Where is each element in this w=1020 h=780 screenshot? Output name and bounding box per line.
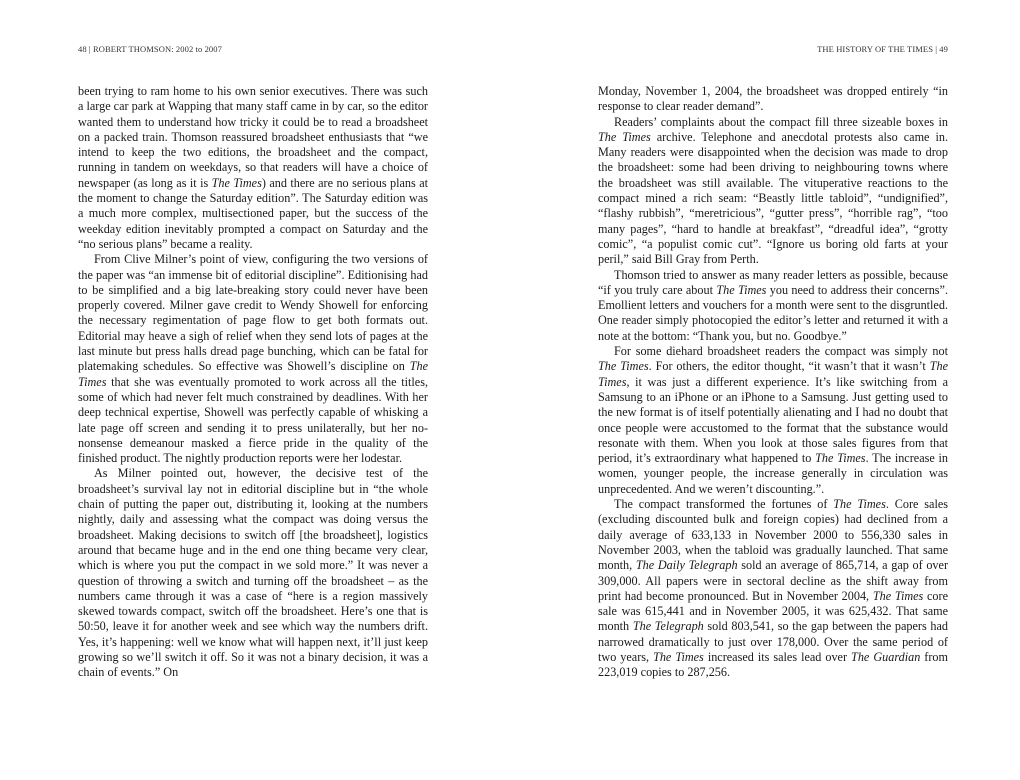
right-body-text [598,84,948,681]
text-run: you need to address their concerns”. Emollient letters and vouchers for a month were sent to the disgruntled. One reader simply photocopied the editor’s letter and returned it with a note at the bottom: “Thank you, but no. Goodbye.” [598,282,948,343]
text-run: sold an average of 865,714, a gap of over 309,000. All papers were in sectoral decline as the shift away from print had become pronounced. But in November 2004, [598,558,948,603]
text-run: Thomson tried to answer as many reader letters as possible, because “if you truly care about [598,267,948,297]
paragraph [598,115,948,268]
text-run: that she was eventually promoted to work across all the titles, some of which had never felt much constrained by deadlines. With her deep technical expertise, Showell was perfectly capable of whisking a late page off screen and sending it to press unilaterally, but her no-nonsense demeanour masked a fierce pride in the quality of the finished product. The nightly production reports were her lodestar. [78,374,428,466]
italic-run: The Times [211,175,262,190]
text-run: Monday, November 1, 2004, the broadsheet was dropped entirely “in response to clear reader demand”. [598,84,948,114]
text-run: ) and there are no serious plans at the moment to change the Saturday edition”. The Saturday edition was a much more complex, multisectioned paper, but the success of the weekday edition inevitably prompted a compact on Saturday and the “no serious plans” became a reality. [78,175,428,251]
paragraph [78,84,428,252]
text-run: , it was just a different experience. It’s like switching from a Samsung to an iPhone or an iPhone to a Samsung. Just getting used to the new format is of itself potentially alienating and I had no doubt that once people were accustomed to the format that the substance would resonate with them. When you look at those sales figures from that period, it’s extraordinary what happened to [598,374,948,466]
italic-run: The Times [872,588,924,603]
italic-run: The Guardian [851,649,921,664]
text-run: sold 803,541, so the gap between the papers had narrowed dramatically to just over 178,000. Over the same period of two years, [598,619,948,664]
italic-run: The Times [833,497,886,512]
left-running-head: 48 | ROBERT THOMSON: 2002 to 2007 [78,44,222,54]
italic-run: The Times [716,282,767,297]
paragraph [598,84,948,115]
text-run: core sale was 615,441 and in November 2005, it was 625,432. That same month [598,588,948,634]
text-run: . For others, the editor thought, “it wasn’t that it wasn’t [648,359,930,374]
text-run: from 223,019 copies to 287,256. [598,649,948,680]
paragraph [598,344,948,497]
text-run: The compact transformed the fortunes of [614,497,834,512]
italic-run: The Times [78,359,428,389]
text-run: . The increase in women, younger people, the increase generally in circulation was unprecedented. And we weren’t discounting.”. [598,451,948,496]
italic-run: The Times [598,129,651,144]
text-run: increased its sales lead over [703,649,852,664]
text-run: Readers’ complaints about the compact fill three sizeable boxes in [614,114,948,129]
italic-run: The Telegraph [632,619,704,634]
paragraph [78,252,428,466]
right-running-head: THE HISTORY OF THE TIMES | 49 [817,44,948,54]
text-run: As Milner pointed out, however, the decisive test of the broadsheet’s survival lay not in editorial discipline but in “the whole chain of putting the paper out, distributing it, looking at the numbers nightly, daily and assessing what the compact was doing versus the broadsheet. Making decisions to switch off [the broadsheet], logistics around that became huge and in the end one thing became very clear, which is where you put the compact in we sold more.” It was never a question of throwing a switch and turning off the broadsheet – as the numbers came through it was a case of “here is a region massively skewed towards compact, switch off the broadsheet. Here’s one that is 50:50, leave it for another week and see which way the numbers drift. Yes, it’s happening: well we know what will happen next, it’ll just keep growing so we’ll switch it off. So it was not a binary decision, it was a chain of events.” On [78,466,428,680]
italic-run: The Times [653,649,704,664]
italic-run: The Daily Telegraph [635,558,738,573]
italic-run: The Times [598,359,649,374]
text-run: For some diehard broadsheet readers the compact was simply not [614,344,948,359]
text-run: . Core sales (excluding discounted bulk and foreign copies) had declined from a daily average of 633,133 in November 2000 to 556,330 sales in November 2003, when the tabloid was gradually launched. That same month, [598,497,948,573]
left-body-text [78,84,428,681]
italic-run: The Times [815,451,866,466]
paragraph [598,497,948,681]
paragraph [78,466,428,680]
text-run: been trying to ram home to his own senior executives. There was such a large car park at Wapping that many staff came in by car, so the editor wanted them to understand how tricky it could be to read a broadsheet on a packed train. Thomson reassured broadsheet enthusiasts that “we intend to keep the two editions, the broadsheet and the compact, running in tandem on weekdays, so that readers will have a choice of newspaper (as long as it is [78,84,428,190]
text-run: From Clive Milner’s point of view, configuring the two versions of the paper was “an immense bit of editorial discipline”. Editionising had to be simplified and a big late-breaking story could never have been properly covered. Milner gave credit to Wendy Showell for enforcing the necessary regimentation of page flow to get both formats out. Editorial may heave a sigh of relief when they send lots of pages at the last minute but press halls dread page bunching, which can be fatal for platemaking schedules. So effective was Showell’s discipline on [78,252,428,374]
italic-run: The Times [598,359,949,389]
text-run: archive. Telephone and anecdotal protests also came in. Many readers were disappointed when the decision was made to drop the broadsheet: some had been driving to neighbouring towns where the broadsheet was still available. The vituperative reactions to the compact mined a rich seam: “Beastly little tabloid”, “undignified”, “flashy rubbish”, “meretricious”, “gutter press”, “horrible rag”, “too many pages”, “hard to handle at breakfast”, “dreadful idea”, “grotty comic”, “a populist comic cut”. “Ignore us boring old farts at your peril,” said Bill Gray from Perth. [598,129,948,267]
paragraph [598,268,948,344]
